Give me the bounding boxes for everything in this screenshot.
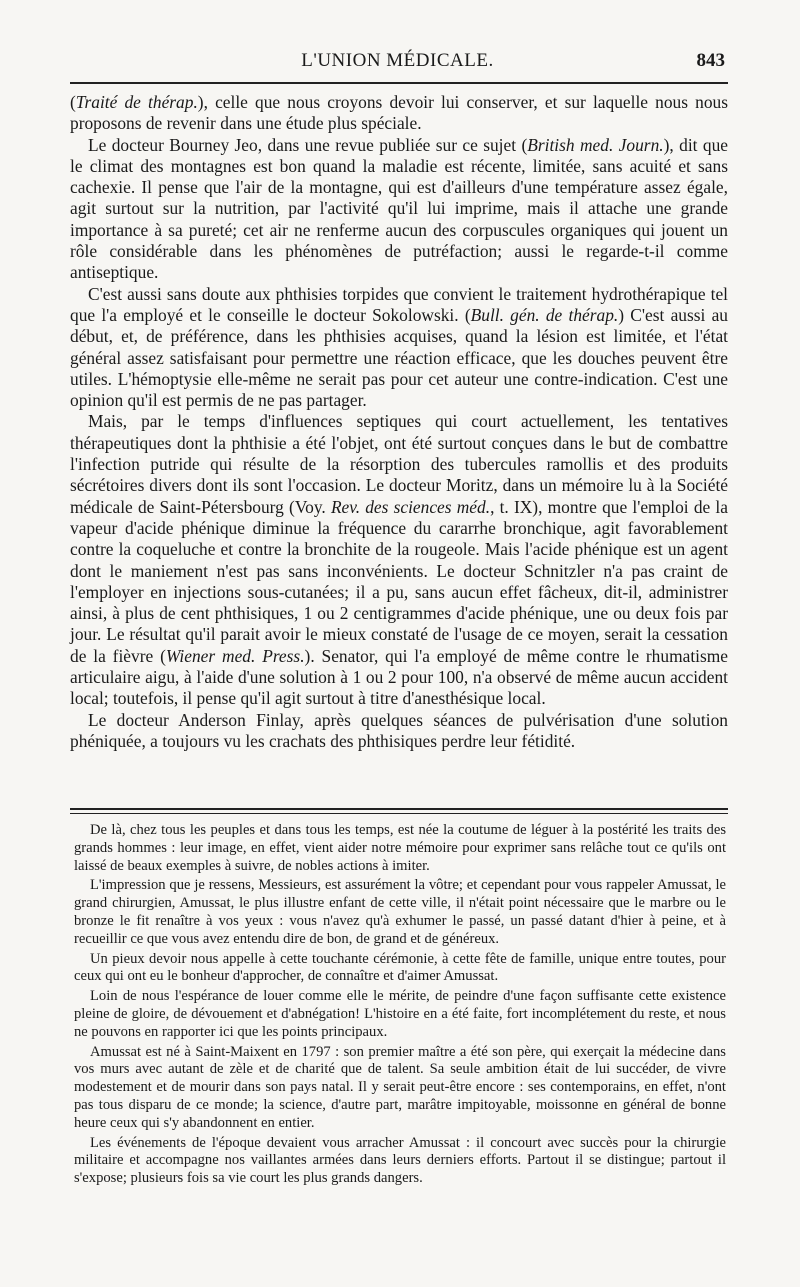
citation: Bull. gén. de thérap. — [470, 304, 619, 325]
paragraph-5 — [70, 710, 728, 753]
paragraph-1 — [70, 92, 728, 135]
citation: Rev. des sciences méd. — [330, 496, 491, 517]
journal-title: L'UNION MÉDICALE. — [301, 50, 494, 71]
header-rule — [70, 82, 728, 84]
section-rule — [70, 808, 728, 810]
text-span: ) C'est aussi au début, et, de préférence, dans les phthisies acquises, quand la lésion est limitée, et l'état général assez satisfaisant pour permettre une réaction efficace, que les douches peuvent être utiles. L'hémoptysie elle-même ne serait pas pour cet auteur une contre-indication. C'est une opinion qu'il est permis de ne pas partager. — [70, 304, 728, 411]
page-number: 843 — [696, 50, 725, 71]
text-span: , t. IX), montre que l'emploi de la vapeur d'acide phénique diminue la fréquence du cararrhe bronchique, agit favorablement contre la coqueluche et contre la bronchite de la rougeole. Mais l'acide phénique est un agent dont le maniement n'est pas sans inconvénients. Le docteur Schnitzler n'a pas craint de l'employer en injections sous-cutanées; il a pu, sans aucun effet fâcheux, dit-il, administrer ainsi, à plus de cent phthisiques, 1 ou 2 centigrammes d'acide phénique, une ou deux fois par jour. Le résultat qu'il parait avoir le mieux constaté de l'usage de ce moyen, serait la cessation de la fièvre ( — [70, 496, 728, 666]
paragraph-3 — [70, 284, 728, 412]
feuilleton-paragraph: Un pieux devoir nous appelle à cette touchante cérémonie, à cette fête de famille, unique entre toutes, pour ceux qui ont eu le bonheur d'approcher, de connaître et d'aimer Amussat. — [74, 950, 726, 985]
main-text — [70, 92, 728, 752]
citation: British med. Journ. — [527, 134, 664, 155]
section-rule-thin — [70, 813, 728, 814]
citation: Traité de thérap. — [75, 92, 198, 112]
feuilleton-paragraph: L'impression que je ressens, Messieurs, est assurément la vôtre; et cependant pour vous rappeler Amussat, le grand chirurgien, Amussat, le plus illustre enfant de cette ville, il n'était point nécessaire que le marbre ou le bronze le fit renaître à vos yeux : vous n'avez qu'à exhumer le passé, un passé datant d'hier à peine, et à recueillir ce que vous avez entendu dire de bon, de grand et de généreux. — [74, 877, 726, 947]
text-span: Le docteur Anderson Finlay, après quelques séances de pulvérisation d'une solution phéniquée, a toujours vu les crachats des phthisiques perdre leur fétidité. — [70, 709, 728, 751]
feuilleton-paragraph: De là, chez tous les peuples et dans tous les temps, est née la coutume de léguer à la postérité les traits des grands hommes : leur image, en effet, vient aider notre mémoire pour exprimer sans relâche tout ce qu'ils ont laissé de beaux exemples à suivre, de nobles actions à imiter. — [74, 822, 726, 874]
running-header — [70, 50, 725, 76]
feuilleton-text — [74, 822, 726, 1188]
paragraph-2 — [70, 135, 728, 284]
text-span: Le docteur Bourney Jeo, dans une revue publiée sur ce sujet ( — [88, 134, 528, 155]
feuilleton-paragraph: Loin de nous l'espérance de louer comme elle le mérite, de peindre d'une façon suffisante cette existence pleine de gloire, de dévouement et d'abnégation! L'histoire en a été faite, fort incomplétement du reste, et nous ne pouvons en rapporter ici que les points principaux. — [74, 988, 726, 1040]
text-span: ). Senator, qui l'a employé de même contre le rhumatisme articulaire aigu, à l'aide d'une solution à 1 ou 2 pour 100, n'a observé de même aucun accident local; toutefois, il pense qu'il agit surtout à titre d'anesthésique local. — [70, 645, 728, 709]
feuilleton-paragraph: Amussat est né à Saint-Maixent en 1797 : son premier maître a été son père, qui exerçait la médecine dans vos murs avec autant de zèle et de charité que de talent. Sa seule ambition était de lui succéder, de vivre modestement et de mourir dans son pays natal. Il y serait peut-être encore : ses contemporains, en effet, n'ont pas tous disparu de ce monde; la science, d'autre part, marâtre impitoyable, moissonne en général de bonne heure ceux qui s'y abandonnent en entier. — [74, 1043, 726, 1131]
open-paren: ( — [70, 92, 76, 112]
text-span: C'est aussi sans doute aux phthisies torpides que convient le traitement hydrothérapique tel que l'a employé et le conseille le docteur Sokolowski. ( — [70, 283, 728, 325]
paragraph-4 — [70, 411, 728, 709]
text-span: ), dit que le climat des montagnes est bon quand la maladie est récente, limitée, sans acuité et sans cachexie. Il pense que l'air de la montagne, qui est d'ailleurs d'une température assez égale, agit surtout sur la nutrition, par l'activité qu'il lui imprime, mais il attache une grande importance à sa pureté; cet air ne renferme aucun des corpuscules organiques qui jouent un rôle considérable dans les phénomènes de putréfaction; aussi le regarde-t-il comme antiseptique. — [70, 134, 728, 283]
text-span: ), celle que nous croyons devoir lui conserver, et sur laquelle nous nous proposons de revenir dans une étude plus spéciale. — [70, 92, 728, 134]
citation: Wiener med. Press. — [165, 645, 305, 666]
feuilleton-paragraph: Les événements de l'époque devaient vous arracher Amussat : il concourt avec succès pour la chirurgie militaire et accompagne nos vaillantes armées dans leurs derniers efforts. Partout il se distingue; partout il s'expose; plusieurs fois sa vie court les plus grands dangers. — [74, 1134, 726, 1187]
text-span: Mais, par le temps d'influences septiques qui court actuellement, les tentatives thérapeutiques dont la phthisie a été l'objet, ont été surtout conçues dans le but de combattre l'infection putride qui résulte de la résorption des tubercules ramollis et des produits sécrétoires divers dont ils sont l'occasion. Le docteur Moritz, dans un mémoire lu à la Société médicale de Saint-Pétersbourg (Voy. — [70, 411, 728, 517]
